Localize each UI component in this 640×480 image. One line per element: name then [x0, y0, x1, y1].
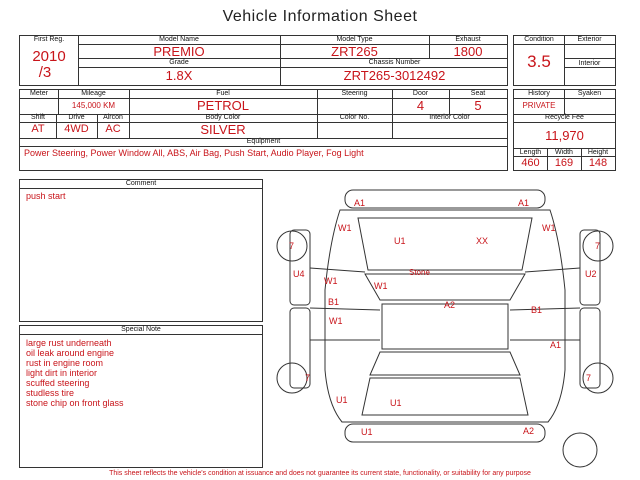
tire-mark: 7 [305, 373, 311, 383]
length-label: Length [519, 149, 542, 156]
body-color-value: SILVER [200, 122, 246, 137]
comment-box [19, 179, 263, 322]
damage-mark: A2 [523, 426, 535, 436]
syaken-label: Syaken [577, 90, 602, 97]
vehicle-details-box [19, 89, 508, 171]
color-no-label: Color No. [339, 114, 370, 121]
special-note-text: large rust underneath oil leak around engine rust in engine room light dirt in interior scuffed steering studless tire stone chip on front glass [26, 338, 124, 408]
damage-mark: XX [476, 236, 489, 246]
damage-mark: U1 [361, 427, 373, 437]
tire-mark: 7 [595, 241, 601, 251]
damage-mark: A2 [444, 300, 456, 310]
equipment-value: Power Steering, Power Window All, ABS, Air Bag, Push Start, Audio Player, Fog Light [24, 148, 364, 158]
grade-value: 1.8X [165, 68, 193, 83]
fuel-value: PETROL [196, 98, 249, 113]
condition-label: Condition [524, 36, 554, 43]
interior-label: Interior [578, 60, 601, 67]
shift-value: AT [31, 123, 45, 135]
special-note-box [19, 325, 263, 468]
first-reg-month: /3 [38, 64, 52, 81]
tire-mark: 7 [586, 373, 592, 383]
condition-box [513, 35, 616, 86]
damage-mark: U1 [390, 398, 402, 408]
seat-label: Seat [470, 90, 486, 97]
mileage-label: Mileage [81, 90, 106, 97]
comment-text: push start [26, 191, 66, 201]
history-label: History [528, 90, 550, 97]
vehicle-id-box [19, 35, 508, 86]
damage-mark: A1 [354, 198, 366, 208]
exterior-label: Exterior [577, 36, 602, 43]
chassis-number-label: Chassis Number [368, 59, 421, 66]
door-value: 4 [416, 98, 425, 113]
model-name-value: PREMIO [153, 44, 205, 59]
damage-mark: B1 [328, 297, 340, 307]
damage-mark: U2 [585, 269, 597, 279]
equipment-label: Equipment [246, 138, 281, 145]
steering-label: Steering [341, 90, 368, 97]
door-label: Door [412, 90, 429, 97]
damage-mark: W1 [542, 223, 556, 233]
damage-mark: A1 [550, 340, 562, 350]
drive-label: Drive [68, 114, 85, 121]
model-type-value: ZRT265 [331, 44, 378, 59]
body-color-label: Body Color [205, 114, 241, 121]
first-reg-year: 2010 [32, 48, 66, 65]
disclaimer-footer: This sheet reflects the vehicle's condition at issuance and does not guarantee its current state, functionality, or suitability for any purpose [109, 470, 531, 477]
history-value: PRIVATE [522, 101, 556, 110]
recycle-fee-label: Recycle Fee [545, 114, 584, 121]
height-label: Height [587, 149, 609, 156]
aircon-label: Aircon [103, 114, 123, 121]
aircon-value: AC [105, 123, 121, 135]
width-label: Width [555, 149, 573, 156]
grade-label: Grade [169, 59, 189, 66]
fuel-label: Fuel [216, 90, 230, 97]
height-value: 148 [588, 157, 608, 169]
history-box [513, 89, 616, 171]
shift-label: Shift [30, 114, 45, 121]
comment-label: Comment [125, 180, 157, 187]
damage-mark: B1 [531, 305, 543, 315]
length-value: 460 [521, 157, 540, 169]
exhaust-value: 1800 [453, 44, 483, 59]
interior-color-label: Interior Color [429, 114, 470, 121]
car-damage-diagram [270, 180, 620, 470]
damage-mark: W1 [374, 281, 388, 291]
drive-value: 4WD [64, 123, 89, 135]
sheet-title: Vehicle Information Sheet [222, 8, 418, 25]
exhaust-label: Exhaust [455, 36, 481, 43]
damage-mark: A1 [518, 198, 530, 208]
damage-mark: W1 [338, 223, 352, 233]
special-note-label: Special Note [121, 326, 161, 333]
model-type-label: Model Type [336, 36, 373, 43]
condition-value: 3.5 [527, 52, 551, 71]
chassis-number-value: ZRT265-3012492 [343, 68, 446, 83]
meter-label: Meter [30, 90, 48, 97]
mileage-value: 145,000 KM [71, 101, 116, 110]
damage-mark: W1 [324, 276, 338, 286]
damage-mark: Stone [409, 268, 430, 277]
recycle-fee-value: 11,970 [545, 128, 584, 143]
seat-value: 5 [474, 98, 482, 113]
first-reg-label: First Reg. [33, 36, 65, 43]
damage-mark: U1 [394, 236, 406, 246]
damage-mark: W1 [329, 316, 343, 326]
damage-mark: U4 [293, 269, 305, 279]
width-value: 169 [554, 157, 574, 169]
tire-mark: 7 [289, 241, 295, 251]
damage-mark: U1 [336, 395, 348, 405]
model-name-label: Model Name [159, 36, 199, 43]
